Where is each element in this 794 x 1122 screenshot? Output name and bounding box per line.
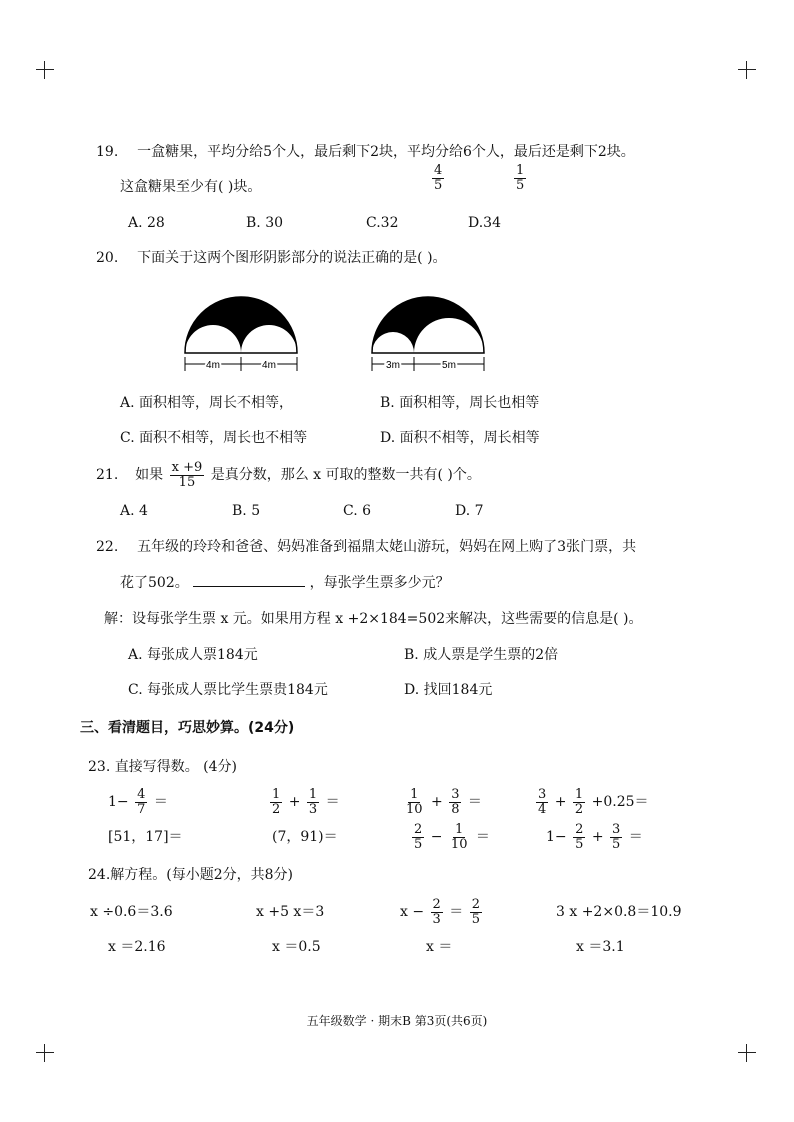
question-23-title: 23. 直接写得数。 (4分) [88,759,237,775]
option-a: A. 面积相等，周长不相等， [120,395,294,411]
question-text: 五年级的玲玲和爸爸、妈妈准备到福鼎太姥山游玩，妈妈在网上购了3张门票，共 [137,539,637,555]
option-c: C.32 [366,215,399,231]
answer-1: x ＝2.16 [108,939,166,955]
option-c: C. 每张成人票比学生票贵184元 [128,682,328,698]
calc-r2c3: $\frac{2}{5}$ − $\frac{1}{10}$ ＝ [414,821,490,852]
option-a: A. 4 [120,503,148,519]
answer-4: x ＝3.1 [576,939,625,955]
crop-mark-bottom-right [738,1044,756,1062]
calc-r2c2: (7，91)＝ [272,829,338,845]
question-number: 19. [96,144,119,160]
figure1-label2: 4m [262,360,276,371]
question-20 [96,251,447,265]
question-22-line2: 花了502。 ，每张学生票多少元？ [120,575,450,591]
question-24-title: 24.解方程。(每小题2分，共8分) [88,867,294,883]
question-19-line2: 这盒糖果至少有( )块。 [120,179,262,195]
calc-r1c4: $\frac{3}{4}$ + $\frac{1}{2}$ +0.25＝ [538,786,649,817]
question-number: 21. [96,467,119,483]
answer-2: x ＝0.5 [272,939,321,955]
question-text-pre: 如果 [135,467,164,483]
option-b: B. 5 [232,503,261,519]
section-title: 三、看清题目，巧思妙算。(24分) [80,720,295,736]
question-19 [96,145,635,159]
figure1-label1: 4m [206,360,220,371]
option-b: B. 面积相等，周长也相等 [380,395,540,411]
figure2-label1: 3m [386,360,400,371]
calc-r1c1: 1− $\frac{4}{7}$ ＝ [108,786,168,817]
option-a: A. 28 [128,215,165,231]
calc-r2c1: [51，17]＝ [108,829,183,845]
page-footer: 五年级数学 · 期末B 第3页(共6页) [306,1014,488,1028]
crop-mark-top-right [738,61,756,79]
option-a: A. 每张成人票184元 [128,647,258,663]
equation-3: x − $\frac{2}{3}$ ＝ $\frac{2}{5}$ [400,896,480,927]
equation-2: x +5 x＝3 [256,904,325,920]
option-c: C. 6 [343,503,372,519]
figure-two-small-semicircles [176,285,306,375]
stray-fraction: $\frac{1}{5}$ [516,163,525,193]
question-22 [96,540,636,554]
equation-1: x ÷0.6＝3.6 [90,904,173,920]
option-c: C. 面积不相等，周长也不相等 [120,430,308,446]
option-d: D. 面积不相等，周长相等 [380,430,540,446]
crop-mark-top-left [36,61,54,79]
answer-3: x ＝ [426,939,453,955]
question-text: 下面关于这两个图形阴影部分的说法正确的是( )。 [137,250,447,266]
question-number: 22. [96,539,119,555]
question-number: 20. [96,250,119,266]
option-d: D. 7 [455,503,484,519]
question-text-post: 是真分数，那么 x 可取的整数一共有( )个。 [210,467,481,483]
figure-unequal-semicircles [364,285,494,375]
fraction: $\frac{x +9}{15}$ [171,459,203,490]
crop-mark-bottom-left [36,1044,54,1062]
calc-r2c4: 1− $\frac{2}{5}$ + $\frac{3}{5}$ ＝ [546,821,643,852]
option-d: D. 找回184元 [404,682,493,698]
solution-line: 解：设每张学生票 x 元。如果用方程 x +2×184=502来解决，这些需要的信息是( )。 [104,611,643,627]
calc-r1c2: $\frac{1}{2}$ + $\frac{1}{3}$ ＝ [272,786,340,817]
figure2-label2: 5m [442,360,456,371]
question-text: 一盒糖果，平均分给5个人，最后剩下2块，平均分给6个人，最后还是剩下2块。 [137,144,635,160]
equation-4: 3 x +2×0.8＝10.9 [556,904,682,920]
option-b: B. 30 [246,215,284,231]
option-b: B. 成人票是学生票的2倍 [404,647,559,663]
option-d: D.34 [468,215,501,231]
calc-r1c3: $\frac{1}{10}$ + $\frac{3}{8}$ ＝ [406,786,482,817]
stray-fraction: $\frac{4}{5}$ [434,163,443,193]
answer-blank[interactable] [193,574,305,587]
question-21 [96,459,481,491]
